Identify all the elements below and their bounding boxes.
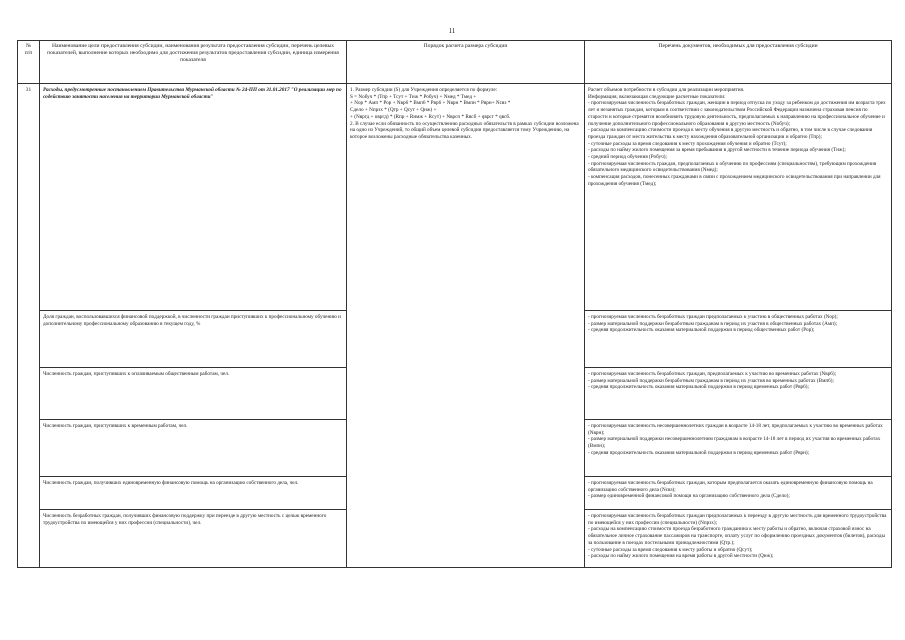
doc-line: - средний период обучения (Робуч); [588, 154, 667, 161]
table-row-main [18, 84, 892, 311]
doc-line: - размер единовременной финансовой помощи на организацию собственного дела (Сдело); [588, 493, 790, 500]
doc-line: - прогнозируемая численность безработных граждан, женщин в период отпуска по уходу за ребенком до достижения им возраста трех лет и незанятых граждан, которым в соответствии с законодательством Российской Федерации назначена страховая пенсия по старости и которые стремятся возобновить трудовую деятельность, предполагаемых к направлению на профессиональное обучение и получение дополнительного профессионального образования в другую местность (Nобуч); [588, 100, 886, 127]
indicator-name: Доля граждан, воспользовавшихся финансовой поддержкой, в численности граждан приступивших к профессиональному обучению и дополнительному профессиональному образованию в текущем году, % [40, 311, 347, 368]
doc-line: - прогнозируемая численность безработных граждан, предполагаемых к участию во временных работах (Nвр6); [588, 371, 837, 377]
doc-line: - расходы на компенсацию стоимости проезда безработного гражданина к месту работы и обратно, включая страховой взнос на обязательное личное страхование пассажиров на транспорте, оплату услуг по оформлению проездных документов (билетов), расходы за пользование в поездах постельными принадлежностями (Qтр.); [588, 526, 885, 546]
order-line: 1. Размер субсидии (S) для Учреждения определяется по формуле: [350, 87, 498, 93]
doc-line: - прогнозируемая численность безработных граждан предполагаемых к переезду в другую местность для временного трудоустройства по имеющейся у них профессии (специальности) (Nпрзх); [588, 513, 887, 526]
doc-line: - средняя продолжительность оказания материальной поддержки в период временных работ (Рврн); [588, 449, 810, 456]
formula-line: Сдело + Nпрзх * (Qтр + Qсут + Qнж) + [350, 107, 437, 114]
doc-line: - средняя продолжительность оказания материальной поддержки в период общественных работ (Рор); [588, 327, 815, 334]
doc-line: Информация, включающая следующие расчетные показатели: [588, 93, 726, 100]
subsidy-purpose: Расходы, предусмотренные постановлением Правительства Мурманской области № 24-ПП от 31.01.2017 "О реализации мер по содействию занятости населения на территории Мурманской области" [40, 84, 347, 311]
required-documents [585, 368, 892, 420]
doc-line: - расходы по найму жилого помещения на время работы в другой местности (Qнж); [588, 553, 774, 560]
doc-line: - средняя продолжительность оказания материальной поддержки в период временных работ (Рвр6); [588, 384, 809, 391]
doc-line: - компенсация расходов, понесенных гражданами в связи с прохождением медицинского освидетельствования при направлении для прохождения обучения (Тмед); [588, 174, 881, 187]
page-number: 11 [448, 27, 456, 35]
header-number: № п/п [18, 41, 40, 84]
doc-line: - расходы по найму жилого помещения за время пребывания в другой местности в течение периода обучения (Тнж); [588, 147, 846, 154]
row-number: 31 [18, 84, 40, 568]
header-required-documents: Перечень документов, необходимых для предоставления субсидии [585, 41, 892, 84]
header-subsidy-purpose: Наименование цели предоставления субсидии, наименования результата предоставления субсидии, перечень целевых показателей, выполнение которых необходимо для достижения результатов предоставления субсидии, единица измерения показателя [40, 41, 347, 84]
table-header-row [18, 41, 892, 84]
required-documents [585, 510, 892, 568]
doc-line: - прогнозируемая численность несовершеннолетних граждан в возрасте 14-18 лет, предполагаемых к участию во временных работах (Nврн); [588, 423, 883, 436]
required-documents [585, 420, 892, 477]
formula-line: S = Nобуч * (Тпр + Тсут + Тнж * Робуч) + Nмед * Тмед + [350, 93, 477, 100]
doc-line: Расчет объемов потребности в субсидии для реализации мероприятия. [588, 87, 745, 93]
doc-line: - расходы на компенсацию стоимости проезда к месту обучения в другую местность и обратно, в том числе в случае следования проезда граждан от места жительства к месту нахождения образовательной организации и обратно (Тпр); [588, 127, 873, 140]
header-calculation-order: Порядок расчета размера субсидии [347, 41, 585, 84]
required-documents [585, 477, 892, 510]
indicator-name: Численность граждан, приступивших к временным работам, чел. [40, 420, 347, 477]
required-documents [585, 311, 892, 368]
order-line: 2. В случае если обязанность по осуществлению расходных обязательств в рамках субсидии возложена на одно из Учреждений, то общий объем целевой субсидии предоставляется тому Учреждению, на которое возложены расходные обязательства казенных. [350, 120, 579, 140]
indicator-name: Численность граждан, получивших единовременную финансовую помощь на организацию собственного дела, чел. [40, 477, 347, 510]
doc-line: - прогнозируемая численность граждан, предполагаемых к обучению по профессиям (специальностям), требующим прохождения обязательного медицинского освидетельствования (Nмед); [588, 160, 877, 174]
subsidy-table [17, 40, 892, 568]
doc-line: - прогнозируемая численность безработных граждан предполагаемых к участию в общественных работах (Nор); [588, 314, 838, 320]
doc-line: - размер материальной поддержки безработным гражданам в период их участия во временных работах (Вмп6); [588, 377, 834, 384]
indicator-name: Численность граждан, приступивших к оплачиваемым общественным работам, чел. [40, 368, 347, 420]
calculation-order [347, 84, 585, 568]
indicator-name: Численность безработных граждан, получивших финансовую поддержку при переезде в другую местность с целью временного трудоустройства по имеющейся у них профессии (специальности), чел. [40, 510, 347, 568]
doc-line: - размер материальной поддержки несовершеннолетним гражданам в возрасте 14-18 лет в период их участия во временных работах (Вмпн); [588, 436, 881, 450]
required-documents [585, 84, 892, 311]
formula-line: + (Nвргд + nвргд) * (Rпр + Rнмж + Rсут) + Nврсп * Rвсб + qврсг * qвсб. [350, 113, 511, 120]
doc-line: - прогнозируемая численность безработных граждан, которым предполагается оказать единовременную финансовую помощь на организацию собственного дела (Nсвз); [588, 480, 873, 493]
formula-line: + Nор * Амп * Рор + Nвр6 * Вмп6 * Рвр6 + Nврн * Вмпн * Рврн+ Nсвз * [350, 100, 511, 107]
doc-line: - суточные расходы за время следования к месту прохождения обучения и обратно (Тсут); [588, 140, 787, 147]
doc-line: - суточные расходы за время следования к месту работы и обратно (Qсут); [588, 546, 753, 553]
doc-line: - размер материальной поддержки безработным гражданам в период их участия в общественных работах (Амп); [588, 320, 838, 327]
